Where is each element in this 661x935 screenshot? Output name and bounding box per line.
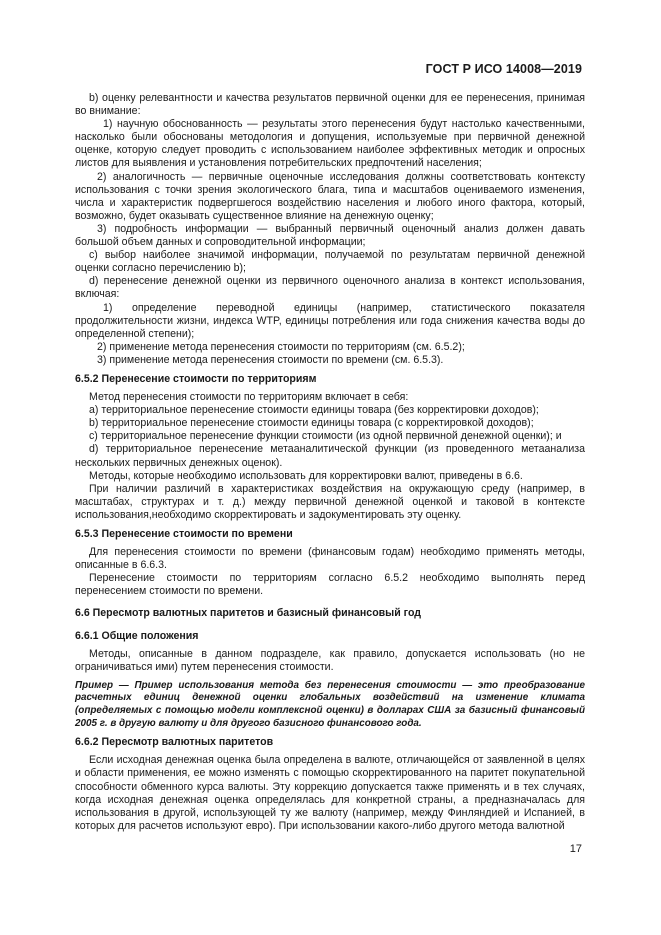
paragraph: Методы, которые необходимо использовать для корректировки валют, приведены в 6.6.	[89, 469, 523, 482]
document-id-header: ГОСТ Р ИСО 14008—2019	[425, 62, 582, 76]
list-item-d: d) территориальное перенесение метааналитической функции (из проведенного метаанализа нескольких первичных денежных оценок).	[75, 443, 585, 469]
list-subitem-d2: 2) применение метода перенесения стоимости по территориям (см. 6.5.2);	[97, 340, 465, 353]
page-number: 17	[569, 843, 582, 855]
paragraph: При наличии различий в характеристиках воздействия на окружающую среду (например, в масштабах, структурах и т. д.) между первичной денежной оценкой и таковой в контексте использования,необходимо скорректировать и задокументировать эту оценку.	[75, 482, 585, 521]
list-subitem-3: 3) подробность информации — выбранный первичный оценочный анализ должен давать большой объем данных и сопроводительной информации;	[75, 222, 585, 249]
list-subitem-d3: 3) применение метода перенесения стоимости по времени (см. 6.5.3).	[97, 353, 444, 366]
section-heading-6-6: 6.6 Пересмотр валютных паритетов и базисный финансовый год	[75, 607, 422, 620]
paragraph: Перенесение стоимости по территориям согласно 6.5.2 необходимо выполнять перед перенесением стоимости по времени.	[75, 572, 585, 598]
list-item-d: d) перенесение денежной оценки из первичного оценочного анализа в контекст использования, включая:	[75, 275, 585, 301]
list-subitem-d1: 1) определение переводной единицы (например, статистического показателя продолжительности жизни, индекса WTP, единицы потребления или года снижения качества воды до определенной степени);	[75, 301, 585, 340]
paragraph: Методы, описанные в данном подразделе, как правило, допускается использовать (но не ограничиваться ими) путем перенесения стоимости.	[75, 647, 585, 673]
paragraph: Если исходная денежная оценка была определена в валюте, отличающейся от заявленной в целях и области применения, ее можно изменять с помощью скорректированного на паритет покупательной способности обменного курса валюты. Эту коррекцию допускается также применять и в тех случаях, когда исходная денежная оценка определялась для конкретной страны, а предназначалась для использования в другой, использующей ту же валюту (например, между Финляндией и Испанией, в которых для расчетов используют евро). При использовании какого-либо другого метода валютной	[75, 754, 585, 832]
section-heading-6-5-3: 6.5.3 Перенесение стоимости по времени	[75, 528, 293, 540]
section-heading-6-6-1: 6.6.1 Общие положения	[75, 629, 199, 642]
list-item-b: b) территориальное перенесение стоимости единицы товара (с корректировкой доходов);	[89, 417, 534, 430]
list-item-a: a) территориальное перенесение стоимости единицы товара (без корректировки доходов);	[89, 404, 539, 417]
section-heading-6-6-2: 6.6.2 Пересмотр валютных паритетов	[75, 736, 274, 749]
list-item-c: c) территориальное перенесение функции стоимости (из одной первичной денежной оценки); и	[89, 430, 562, 443]
list-subitem-1: 1) научную обоснованность — результаты этого перенесения будут настолько качественными, насколько были обоснованы методология и допущения, используемые при первичной денежной оценке, которую следует проводить с использованием наиболее эффективных методик и опросных листов для выявления и установления потребительских предпочтений населения;	[75, 118, 585, 170]
list-item-c: c) выбор наиболее значимой информации, получаемой по результатам первичной денежной оценки согласно перечислению b);	[75, 249, 585, 275]
paragraph: Для перенесения стоимости по времени (финансовым годам) необходимо применять методы, описанные в 6.6.3.	[75, 546, 585, 572]
paragraph: Метод перенесения стоимости по территориям включает в себя:	[89, 391, 409, 404]
section-heading-6-5-2: 6.5.2 Перенесение стоимости по территориям	[75, 372, 317, 385]
list-item-b: b) оценку релевантности и качества результатов первичной оценки для ее перенесения, принимая во внимание:	[75, 92, 585, 118]
example-note: Пример — Пример использования метода без перенесения стоимости — это преобразование расчетных единиц денежной оценки глобальных воздействий на изменение климата (определяемых с помощью модели комплексной оценки) в долларах США за базисный финансовый 2005 г. в другую валюту и для другого базисного финансового года.	[75, 679, 585, 729]
list-subitem-2: 2) аналогичность — первичные оценочные исследования должны соответствовать контексту использования с точки зрения экологического блага, типа и масштабов оцениваемого изменения, числа и характеристик подвергшегося воздействию населения и любого иного фактора, который, возможно, будет оказывать существенное влияние на денежную оценку;	[75, 170, 585, 222]
document-body	[75, 92, 585, 833]
